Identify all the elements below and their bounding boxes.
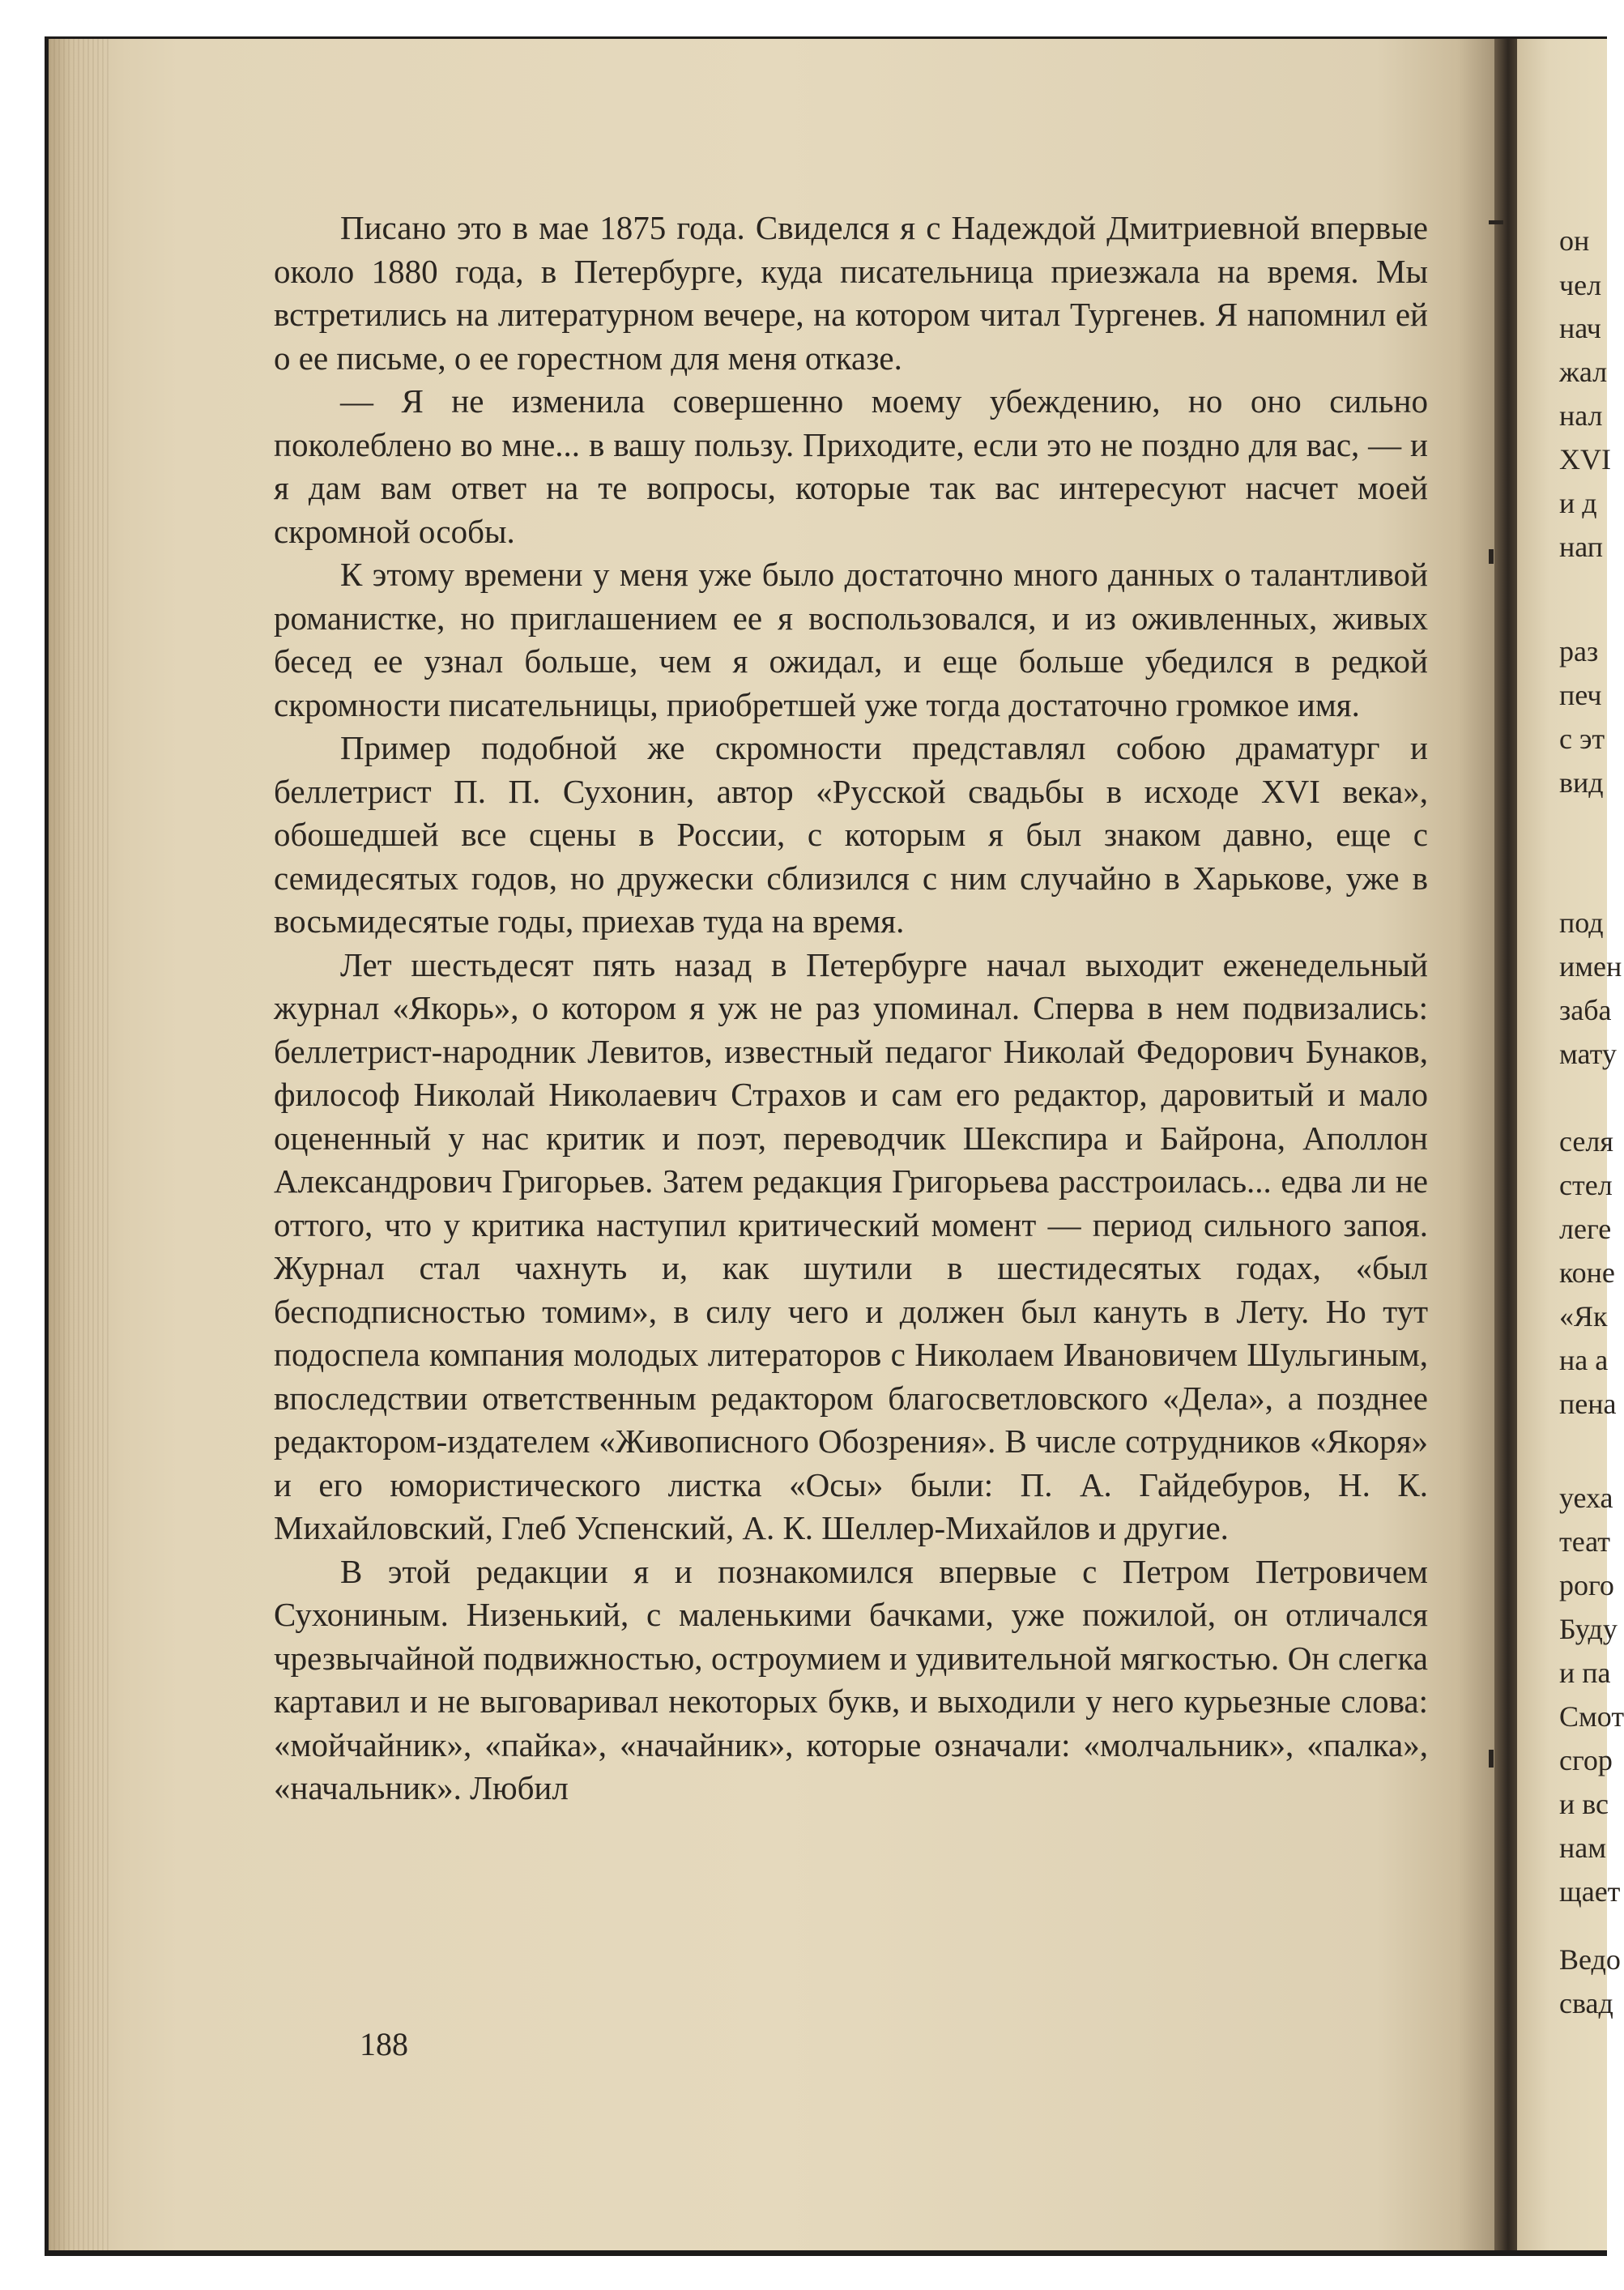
paragraph: К этому времени у меня уже было достаточно много данных о талантливой романистке, но приглашением ее я воспользовался, и из оживленных, живых бесед ее узнал больше, чем я ожидал, и еще больше убедился в редкой скромности писательницы, приобретшей уже тогда достаточно громкое имя. — [274, 556, 1428, 723]
right-page-fragment: чел — [1559, 269, 1602, 301]
right-page-fragment: теат — [1559, 1525, 1610, 1558]
right-page-fragment: раз — [1559, 635, 1599, 667]
right-page-fragment: Ведо — [1559, 1943, 1621, 1976]
right-page-fragment: Смот — [1559, 1700, 1624, 1733]
right-page-fragment: и д — [1559, 487, 1597, 519]
paragraph: В этой редакции я и познакомился впервые с Петром Петровичем Сухониным. Низенький, с маленькими бачками, уже пожилой, он отличался чрезвычайной подвижностью, остроумием и удивительной мягкостью. Он слегка картавил и не выговаривал некоторых букв, и выходили у него курьезные слова: «мойчайник», «пайка», «начайник», которые означали: «молчальник», «палка», «начальник». Любил — [274, 1552, 1428, 1806]
ink-mark — [1489, 1750, 1494, 1768]
right-page-fragment: и вс — [1559, 1788, 1609, 1820]
right-page-fragment: мату — [1559, 1038, 1617, 1070]
page-edge-texture — [49, 39, 112, 2250]
right-page-fragment: имен — [1559, 950, 1622, 983]
right-page-fragment: жал — [1559, 356, 1608, 388]
right-page-fragment: «Як — [1559, 1300, 1608, 1333]
right-page-fragment: рого — [1559, 1569, 1614, 1601]
right-page-fragment: XVI — [1559, 443, 1611, 475]
right-page-fragment: нап — [1559, 531, 1604, 563]
right-page-fragment: пена — [1559, 1388, 1617, 1420]
right-page-fragment: нам — [1559, 1832, 1607, 1864]
right-page-fragment: на а — [1559, 1344, 1609, 1376]
paragraph: Лет шестьдесят пять назад в Петербурге начал выходит еженедельный журнал «Якорь», о котором я уж не раз упоминал. Сперва в нем подвизались: беллетрист-народник Левитов, известный педагог Николай Федорович Бунаков, философ Николай Николаевич Страхов и сам его редактор, даровитый и мало оцененный у нас критик и поэт, переводчик Шекспира и Байрона, Аполлон Александрович Григорьев. Затем редакция Григорьева расстроилась... едва ли не оттого, что у критика наступил критический момент — период сильного запоя. Журнал стал чахнуть и, как шутили в шестидесятых годах, «был бесподписностью томим», в силу чего и должен был кануть в Лету. Но тут подоспела компания молодых литераторов с Николаем Ивановичем Шульгиным, впоследствии ответственным редактором благосветловского «Дела», а позднее редактором-издателем «Живописного Обозрения». В числе сотрудников «Якоря» и его юмористического листка «Осы» были: П. А. Гайдебуров, Н. К. Михайловский, Глеб Успенский, А. К. Шеллер-Михайлов и другие. — [274, 945, 1428, 1546]
right-page-fragment: уеха — [1559, 1482, 1613, 1514]
right-page-fragment: щает — [1559, 1875, 1621, 1908]
right-page-fragment: с эт — [1559, 723, 1605, 755]
paragraph: Пример подобной же скромности представлял собою драматург и беллетрист П. П. Сухонин, автор «Русской свадьбы в исходе XVI века», обошедшей все сцены в России, с которым я был знаком давно, еще с семидесятых годов, но дружески сблизился с ним случайно в Харькове, уже в восьмидесятые годы, приехав туда на время. — [274, 729, 1428, 940]
right-page-fragment: под — [1559, 906, 1604, 939]
page-number: 188 — [360, 2026, 408, 2062]
right-page-fragment: селя — [1559, 1125, 1613, 1158]
right-page-fragment: сгор — [1559, 1744, 1613, 1776]
right-page-fragment: он — [1559, 224, 1590, 257]
right-page-fragment: нал — [1559, 399, 1603, 432]
body-text — [274, 207, 1428, 1810]
right-page-fragment: стел — [1559, 1169, 1613, 1201]
right-page-fragment: нач — [1559, 312, 1601, 344]
right-page-fragment: коне — [1559, 1256, 1615, 1289]
ink-mark — [1489, 220, 1503, 224]
right-page-fragment: вид — [1559, 766, 1604, 799]
right-page-fragment: печ — [1559, 679, 1602, 711]
ink-mark — [1489, 549, 1494, 564]
book-page-right — [1517, 39, 1624, 2250]
paragraph: Писано это в мае 1875 года. Свиделся я с Надеждой Дмитриевной впервые около 1880 года, в Петербурге, куда писательница приезжала на время. Мы встретились на литературном вечере, на котором читал Тургенев. Я напомнил ей о ее письме, о ее горестном для меня отказе. — [274, 209, 1428, 377]
right-page-fragment: и па — [1559, 1657, 1611, 1689]
right-page-fragment: заба — [1559, 994, 1612, 1026]
right-page-fragment: леге — [1559, 1213, 1612, 1245]
paragraph: — Я не изменила совершенно моему убеждению, но оно сильно поколеблено во мне... в вашу пользу. Приходите, если это не поздно для вас, — и я дам вам ответ на те вопросы, которые так вас интересуют насчет моей скромной особы. — [274, 382, 1428, 550]
right-page-fragment: Буду — [1559, 1613, 1618, 1645]
right-page-fragment: свад — [1559, 1987, 1613, 2019]
book-gutter — [1494, 39, 1517, 2250]
